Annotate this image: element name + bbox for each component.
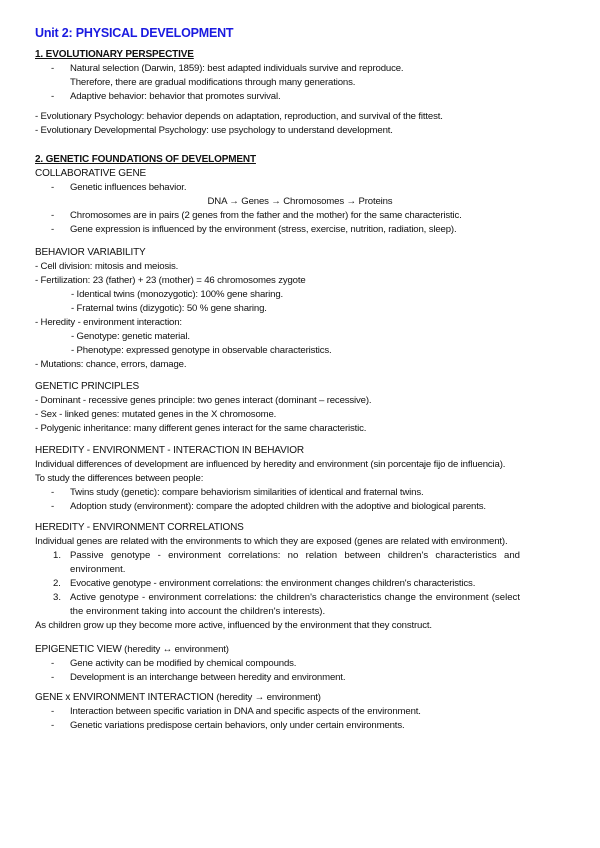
bullet-item: - Adaptive behavior: behavior that promotes survival. (51, 91, 281, 102)
list-line: - Phenotype: expressed genotype in observable characteristics. (71, 345, 332, 356)
bullet-item: - Interaction between specific variation in DNA and specific aspects of the environment. (51, 706, 421, 717)
subsection-heading: HEREDITY - ENVIRONMENT - INTERACTION IN BEHAVIOR (35, 445, 304, 456)
paragraph-line: Individual differences of development are influenced by heredity and environment (sin porcentaje fijo de influencia). (35, 459, 506, 470)
bullet-item: - Gene activity can be modified by chemical compounds. (51, 658, 297, 669)
list-line: - Polygenic inheritance: many different genes interact for the same characteristic. (35, 423, 367, 434)
bullet-item: - Twins study (genetic): compare behaviorism similarities of identical and fraternal twins. (51, 487, 424, 498)
list-line: - Genotype: genetic material. (71, 331, 190, 342)
list-line: - Evolutionary Developmental Psychology: use psychology to understand development. (35, 125, 393, 136)
section-genetic (35, 153, 565, 237)
list-line: - Heredity - environment interaction: (35, 317, 182, 328)
bullet-item: - Development is an interchange between heredity and environment. (51, 672, 346, 683)
bullet-item: - Genetic influences behavior. (51, 182, 187, 193)
list-line: - Dominant - recessive genes principle: two genes interact (dominant – recessive). (35, 395, 372, 406)
subsection-heading: EPIGENETIC VIEW (heredity ↔ environment) (35, 644, 229, 655)
section-evolutionary-notes (35, 110, 565, 138)
list-line: - Identical twins (monozygotic): 100% gene sharing. (71, 289, 284, 300)
subsection-heredity-correlations (35, 521, 565, 633)
subsection-heading: GENE x ENVIRONMENT INTERACTION (heredity → environment) (35, 692, 321, 703)
bullet-item: - Natural selection (Darwin, 1859): best adapted individuals survive and reproduce. (51, 63, 404, 74)
subsection-heading: GENETIC PRINCIPLES (35, 381, 139, 392)
subsection-genetic-principles (35, 380, 565, 436)
list-line: - Evolutionary Psychology: behavior depends on adaptation, reproduction, and survival of the fittest. (35, 111, 443, 122)
paragraph-line: As children grow up they become more active, influenced by the environment that they construct. (35, 620, 432, 631)
subsection-heading: COLLABORATIVE GENE (35, 168, 147, 179)
page-title: Unit 2: PHYSICAL DEVELOPMENT (35, 26, 234, 40)
paragraph-line: To study the differences between people: (35, 473, 204, 484)
bullet-item: - Adoption study (environment): compare the adopted children with the adoptive and biological parents. (51, 501, 486, 512)
bullet-item: - Genetic variations predispose certain behaviors, only under certain environments. (51, 720, 405, 731)
section-heading: 2. GENETIC FOUNDATIONS OF DEVELOPMENT (35, 154, 256, 165)
flow-line: DNA → Genes → Chromosomes → Proteins (207, 196, 393, 207)
bullet-item: - Gene expression is influenced by the environment (stress, exercise, nutrition, radiation, sleep). (51, 224, 457, 235)
list-line: - Cell division: mitosis and meiosis. (35, 261, 179, 272)
subsection-behavior-variability (35, 246, 565, 372)
paragraph-line: Individual genes are related with the environments to which they are exposed (genes are related with environment). (35, 536, 508, 547)
numbered-item: 3. Active genotype - environment correlations: the children's characteristics change the environment (select the environment taking into account the children's interests). (53, 592, 520, 617)
section-heading: 1. EVOLUTIONARY PERSPECTIVE (35, 49, 194, 60)
subsection-gene-environment (35, 691, 565, 733)
subsection-heading: HEREDITY - ENVIRONMENT CORRELATIONS (35, 522, 244, 533)
list-line: - Sex - linked genes: mutated genes in the X chromosome. (35, 409, 277, 420)
list-line: - Fertilization: 23 (father) + 23 (mother) = 46 chromosomes zygote (35, 275, 306, 286)
numbered-item: 2. Evocative genotype - environment correlations: the environment changes children's characteristics. (53, 578, 476, 589)
section-evolutionary (35, 48, 565, 104)
list-line: - Mutations: chance, errors, damage. (35, 359, 187, 370)
subsection-heading: BEHAVIOR VARIABILITY (35, 247, 146, 258)
subsection-epigenetic (35, 643, 565, 685)
subsection-heredity-interaction (35, 444, 565, 514)
bullet-item: - Chromosomes are in pairs (2 genes from the father and the mother) for the same characteristic. (51, 210, 462, 221)
numbered-item: 1. Passive genotype - environment correlations: no relation between children's characteristics and environment. (53, 550, 520, 575)
list-line: - Fraternal twins (dizygotic): 50 % gene sharing. (71, 303, 267, 314)
bullet-continuation: Therefore, there are gradual modifications through many generations. (70, 77, 356, 88)
